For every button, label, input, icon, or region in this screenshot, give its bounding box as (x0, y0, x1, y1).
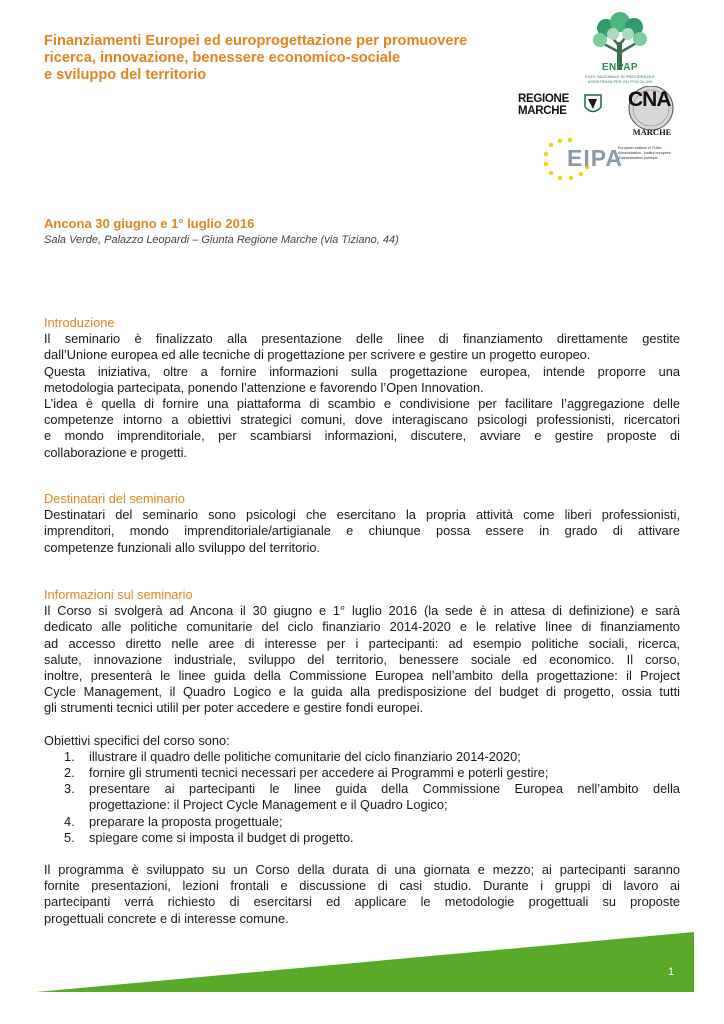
title-line: ricerca, innovazione, benessere economico-sociale (44, 50, 401, 66)
list-number: 4. (64, 813, 75, 829)
list-number: 2. (64, 764, 75, 780)
paragraph-line: competenze funzionali allo sviluppo del territorio. (44, 539, 320, 555)
title-line: e sviluppo del territorio (44, 67, 207, 83)
paragraph-line: partecipanti verrá richiesto di esercitarsi ed applicare le metodologie progettuali su proposte (44, 894, 680, 910)
list-item (44, 765, 680, 781)
regione-marche-logo (518, 93, 569, 117)
paragraph-line: e mondo imprenditoriale, per scambiarsi informazioni, discutere, avviare e gestire proposte di (44, 428, 680, 444)
list-item (44, 749, 680, 765)
list-text: spiegare come si imposta il budget di progetto. (89, 829, 354, 845)
list-text: illustrare il quadro delle politiche comunitarie del ciclo finanziario 2014-2020; (89, 748, 521, 764)
eipa-tagline: European Institute of Public Administration - Institut européen d'administration publique (618, 146, 671, 160)
footer-green-band (0, 930, 724, 1000)
paragraph-line: inoltre, presenterà le linee guida della Commissione Europea nell’ambito della progettazione: il Project (44, 667, 680, 683)
paragraph-line: Il programma è sviluppato su un Corso della durata di una giornata e mezzo; ai partecipanti saranno (44, 861, 680, 877)
paragraph-line: dall’Unione europea ed alle tecniche di progettazione per scrivere e gestire un progetto europeo. (44, 347, 591, 363)
paragraph-line: collaborazione e progetti. (44, 444, 187, 460)
list-number: 3. (64, 781, 75, 797)
section-heading: Informazioni sul seminario (44, 587, 193, 602)
list-item (44, 814, 680, 830)
regione-line: MARCHE (518, 105, 567, 117)
list-text: presentare ai partecipanti le linee guida della Commissione Europea nell’ambito della (89, 781, 680, 797)
paragraph-line: progettuali concrete e di interesse comune. (44, 910, 289, 926)
document-title (44, 33, 504, 84)
destinatari-section (44, 491, 680, 556)
paragraph-line: Il seminario è finalizzato alla presentazione delle linee di finanziamento direttamente gestite (44, 331, 680, 347)
list-number: 1. (64, 748, 75, 764)
event-venue: Sala Verde, Palazzo Leopardi – Giunta Regione Marche (via Tiziano, 44) (44, 234, 399, 246)
paragraph-line: Questa iniziativa, oltre a fornire informazioni sulla progettazione europea, intende proporre una (44, 363, 680, 379)
list-item (44, 830, 680, 846)
list-item (44, 781, 680, 813)
paragraph-line: L’idea è quella di fornire una piattaforma di scambio e condivisione per facilitare l’aggregazione delle (44, 395, 680, 411)
paragraph-line: competenze intorno a obiettivi strategici comuni, dove interagiscano psicologi professionisti, ricercatori (44, 412, 680, 428)
paragraph-line: salute, innovazione industriale, sviluppo del territorio, benessere sociale ed economico. Il corso, (44, 651, 680, 667)
paragraph-line: fornite presentazioni, lezioni frontali e discussione di casi studio. Durante i gruppi di lavoro ai (44, 878, 680, 894)
paragraph-line: ad accesso diretto nelle aree di interesse per i partecipanti: ad esempio politiche sociali, ricerca, (44, 635, 680, 651)
paragraph-line: dedicato alle politiche comunitarie del ciclo finanziario 2014-2020 e le relative linee di finanziamento (44, 619, 680, 635)
spacer (44, 717, 680, 733)
paragraph-line: gli strumenti tecnici utilil per poter accedere e gestire fondi europei. (44, 700, 424, 716)
enpap-wordmark: ENPAP (601, 62, 639, 73)
paragraph-line: Il Corso si svolgerà ad Ancona il 30 giugno e 1° luglio 2016 (la sede è in attesa di definizione) e sarà (44, 603, 680, 619)
intro-section (44, 315, 680, 461)
enpap-subtitle: ENTE NAZIONALE DI PREVIDENZA E ASSISTENZA PER GLI PSICOLOGI (585, 74, 655, 84)
cna-wordmark: CNA (628, 88, 671, 111)
title-line: Finanziamenti Europei ed europrogettazione per promuovere (44, 33, 468, 49)
eipa-wordmark: EIPA (567, 145, 623, 171)
page-number: 1 (668, 966, 675, 978)
list-number: 5. (64, 829, 75, 845)
informazioni-section (44, 587, 680, 927)
regione-emblem-icon (584, 94, 602, 116)
objectives-list (44, 749, 680, 846)
regione-line: REGIONE (518, 93, 569, 105)
paragraph-line: imprenditori, mondo imprenditoriale/artigianale e chiunque possa essere in grado di attivare (44, 523, 680, 539)
spacer (44, 846, 680, 862)
objectives-intro: Obiettivi specifici del corso sono: (44, 732, 230, 748)
cna-subtitle: MARCHE (632, 127, 672, 137)
paragraph-line: metodologia partecipata, ponendo l’attenzione e favorendo l’Open Innovation. (44, 379, 484, 395)
event-date: Ancona 30 giugno e 1° luglio 2016 (44, 216, 255, 231)
paragraph-line: Destinatari del seminario sono psicologi che esercitano la propria attività come liberi professionisti, (44, 507, 680, 523)
section-heading: Introduzione (44, 315, 115, 330)
paragraph-line: Cycle Management, il Quadro Logico e la guida alla predisposizione del budget di progetto, ossia tutti (44, 684, 680, 700)
list-text: progettazione: il Project Cycle Management e il Quadro Logico; (89, 797, 448, 813)
list-text: fornire gli strumenti tecnici necessari per accedere ai Programmi e poterli gestire; (89, 764, 549, 780)
list-text: preparare la proposta progettuale; (89, 813, 283, 829)
section-heading: Destinatari del seminario (44, 491, 185, 506)
